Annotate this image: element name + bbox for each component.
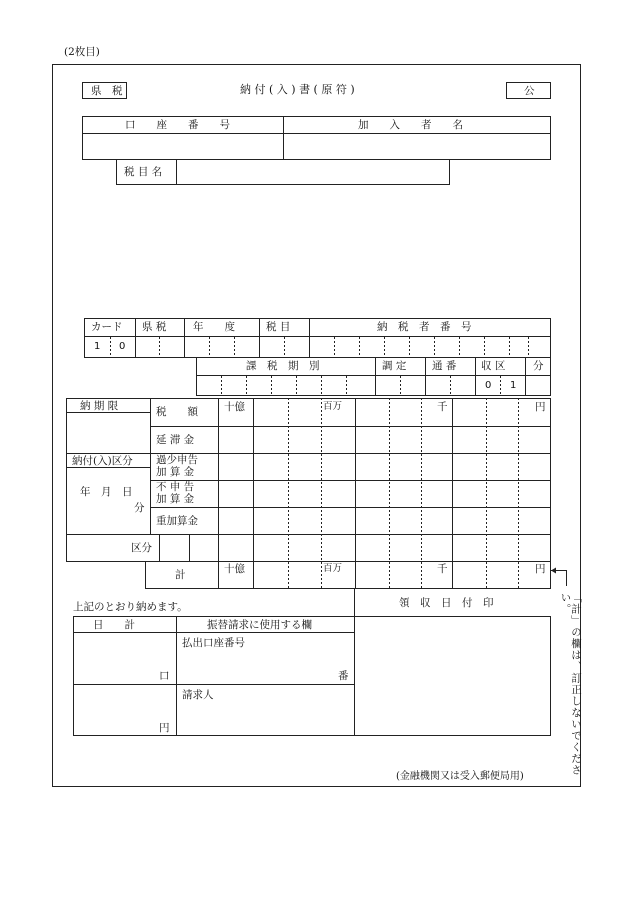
kubun-label: 区分 bbox=[131, 542, 152, 554]
pref-tax-tag bbox=[82, 82, 127, 99]
account-number-header: 口 座 番 号 bbox=[125, 119, 230, 131]
total-label: 計 bbox=[175, 569, 186, 581]
form-title: 納 付 ( 入 ) 書 ( 原 符 ) bbox=[240, 83, 355, 96]
heavy-penalty-label: 重加算金 bbox=[156, 515, 198, 527]
transfer-request-header: 振替請求に使用する欄 bbox=[207, 619, 312, 631]
bottom-note: (金融機関又は受入郵便局用) bbox=[396, 771, 524, 782]
tax-period-label: 課 税 期 別 bbox=[246, 360, 320, 372]
total-unit-billion: 十億 bbox=[224, 563, 245, 575]
collection-area-label: 収 区 bbox=[481, 360, 506, 372]
pref-tax-tag-text: 県 税 bbox=[91, 85, 123, 97]
pref-tax-label: 県 税 bbox=[142, 321, 167, 333]
under-report-label: 過少申告 bbox=[156, 454, 198, 466]
footer-unit-yen: 円 bbox=[159, 722, 170, 734]
withdrawal-account-label: 払出口座番号 bbox=[182, 637, 245, 649]
page-label: (2枚目) bbox=[64, 46, 100, 58]
bun-label: 分 bbox=[134, 502, 145, 514]
area-digit-1: 0 bbox=[485, 380, 492, 391]
due-date-label: 納 期 限 bbox=[80, 400, 119, 412]
late-charge-label: 延 滞 金 bbox=[156, 434, 195, 446]
paid-statement: 上記のとおり納めます。 bbox=[73, 601, 188, 613]
date-label: 年 月 日 bbox=[80, 486, 133, 498]
tax-item-label: 税 目 bbox=[266, 321, 291, 333]
side-note: 「計」の欄は、訂正しないでください。 bbox=[559, 592, 582, 776]
claimant-label: 請求人 bbox=[182, 689, 214, 701]
total-unit-million: 百万 bbox=[323, 563, 343, 574]
tax-amount-label: 税 額 bbox=[156, 406, 198, 418]
card-label: カード bbox=[91, 321, 123, 333]
serial-number-label: 通 番 bbox=[432, 360, 457, 372]
tax-item-name-label: 税 目 名 bbox=[124, 166, 163, 178]
unit-kuchi: 口 bbox=[159, 670, 170, 682]
card-digit-1: 1 bbox=[94, 341, 101, 352]
total-unit-thousand: 千 bbox=[437, 563, 448, 575]
taxpayer-number-label: 納 税 者 番 号 bbox=[377, 321, 472, 333]
unit-ban: 番 bbox=[338, 670, 349, 682]
daily-total-header: 日 計 bbox=[93, 619, 135, 631]
receipt-stamp-label: 領 収 日 付 印 bbox=[399, 597, 494, 609]
public-tag bbox=[506, 82, 551, 99]
unit-billion: 十億 bbox=[224, 401, 245, 413]
total-unit-yen: 円 bbox=[535, 563, 546, 575]
subscriber-name-header: 加 入 者 名 bbox=[358, 119, 463, 131]
no-report-label-2: 加 算 金 bbox=[156, 493, 195, 505]
card-digit-2: 0 bbox=[119, 341, 126, 352]
unit-yen: 円 bbox=[535, 401, 546, 413]
fiscal-year-label: 年 度 bbox=[193, 321, 235, 333]
payment-class-label: 納付(入)区分 bbox=[72, 455, 133, 467]
area-digit-2: 1 bbox=[510, 380, 517, 391]
public-tag-text: 公 bbox=[524, 85, 535, 97]
classification-label: 分 bbox=[533, 360, 544, 372]
unit-thousand: 千 bbox=[437, 401, 448, 413]
under-report-label-2: 加 算 金 bbox=[156, 466, 195, 478]
no-report-label: 不 申 告 bbox=[156, 481, 195, 493]
unit-million: 百万 bbox=[323, 401, 343, 412]
assessment-label: 調 定 bbox=[382, 360, 407, 372]
